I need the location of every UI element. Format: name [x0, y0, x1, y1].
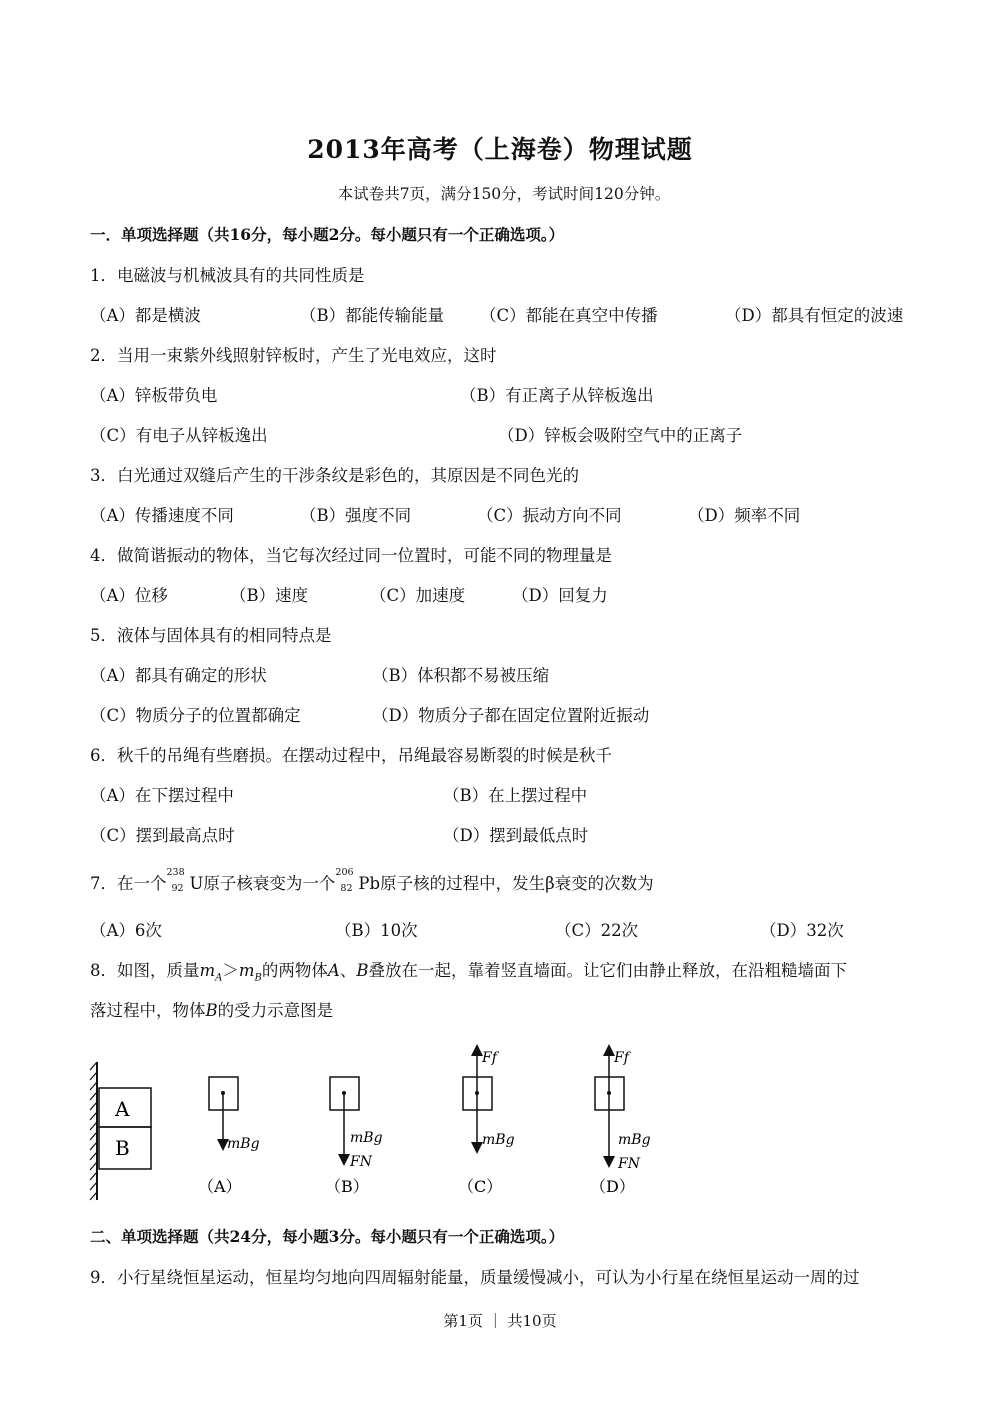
question-9-stem: 9．小行星绕恒星运动，恒星均匀地向四周辐射能量，质量缓慢减小，可认为小行星在绕恒星运动一周的过: [90, 1268, 860, 1287]
q8-force-diagram: [80, 1040, 680, 1210]
q2-option-d: （D）锌板会吸附空气中的正离子: [498, 426, 743, 445]
question-1-stem: 1．电磁波与机械波具有的共同性质是: [90, 266, 365, 285]
d-force-fn: FN: [618, 1156, 640, 1172]
d-force-mbg: mBg: [618, 1132, 651, 1148]
greater-than: ＞: [222, 961, 239, 980]
mass-b: $m_B$: [238, 961, 262, 984]
q1-option-b: （B）都能传输能量: [300, 306, 445, 325]
question-6-stem: 6．秋千的吊绳有些磨损。在摆动过程中，吊绳最容易断裂的时候是秋千: [90, 746, 612, 765]
lead-nuclide: [335, 867, 357, 894]
pb-symbol: Pb: [358, 874, 381, 893]
question-5-stem: 5．液体与固体具有的相同特点是: [90, 626, 332, 645]
diagram-a: [198, 1077, 260, 1196]
diagram-b: [325, 1077, 383, 1196]
question-2-stem: 2．当用一束紫外线照射锌板时，产生了光电效应，这时: [90, 346, 497, 365]
a-force-mbg: mBg: [227, 1136, 260, 1152]
diagram-c: [458, 1050, 515, 1196]
q6-option-d: （D）摆到最低点时: [443, 826, 589, 845]
u-mass-number: 238: [166, 867, 185, 878]
pb-mass-number: 206: [335, 867, 354, 878]
c-force-ff: Ff: [482, 1050, 497, 1066]
q4-option-b: （B）速度: [230, 586, 309, 605]
question-8-line-2: [90, 997, 333, 1021]
q6-option-c: （C）摆到最高点时: [90, 826, 235, 845]
q7-option-b: （B）10次: [335, 921, 418, 940]
q5-option-b: （B）体积都不易被压缩: [372, 666, 550, 685]
uranium-nuclide: [166, 867, 189, 894]
separator: 、: [339, 961, 357, 980]
diagram-d: [590, 1050, 651, 1196]
question-4-stem: 4．做简谐振动的物体，当它每次经过同一位置时，可能不同的物理量是: [90, 546, 612, 565]
section-1-heading: 一．单项选择题（共16分，每小题2分。每小题只有一个正确选项。）: [90, 225, 565, 244]
q4-option-c: （C）加速度: [370, 586, 466, 605]
exam-info: 本试卷共7页，满分150分，考试时间120分钟。: [337, 185, 671, 203]
q1-option-d: （D）都具有恒定的波速: [725, 306, 904, 325]
q4-option-a: （A）位移: [90, 586, 168, 605]
d-force-ff: Ff: [614, 1050, 629, 1066]
q3-option-b: （B）强度不同: [300, 506, 412, 525]
q8-text-4: 落过程中，物体: [90, 1001, 206, 1020]
q1-option-c: （C）都能在真空中传播: [480, 306, 658, 325]
c-force-mbg: mBg: [482, 1132, 515, 1148]
question-3-stem: 3．白光通过双缝后产生的干涉条纹是彩色的，其原因是不同色光的: [90, 466, 579, 485]
q7-middle: 原子核衰变为一个: [203, 874, 336, 893]
mass-a: $m_A$: [199, 961, 223, 984]
q8-text-3: 叠放在一起，靠着竖直墙面。让它们由静止释放，在沿粗糙墙面下: [368, 961, 847, 980]
u-atomic-number: 92: [171, 883, 184, 894]
section-2-heading: 二、单项选择题（共24分，每小题3分。每小题只有一个正确选项。）: [90, 1227, 565, 1246]
q7-option-a: （A）6次: [90, 921, 162, 940]
q7-option-c: （C）22次: [555, 921, 639, 940]
block-a-label: A: [115, 1097, 130, 1121]
label-c: （C）: [458, 1177, 503, 1196]
label-b: （B）: [325, 1177, 369, 1196]
b-force-mbg: mBg: [350, 1130, 383, 1146]
page-title: 2013年高考（上海卷）物理试题: [307, 135, 693, 164]
wall: [90, 1062, 97, 1200]
q5-option-c: （C）物质分子的位置都确定: [90, 706, 301, 725]
q3-option-a: （A）传播速度不同: [90, 506, 234, 525]
q5-option-d: （D）物质分子都在固定位置附近振动: [372, 706, 650, 725]
q8-text-2: 的两物体: [261, 961, 328, 980]
q6-option-a: （A）在下摆过程中: [90, 786, 234, 805]
q8-text-1: 8．如图，质量: [90, 961, 200, 980]
page-footer: 第1页 ｜ 共10页: [443, 1312, 557, 1330]
q7-suffix: 原子核的过程中，发生β衰变的次数为: [380, 874, 654, 893]
object-b: B: [356, 961, 369, 980]
object-a: A: [327, 961, 340, 980]
u-symbol: U: [189, 874, 204, 893]
q8-text-5: 的受力示意图是: [217, 1001, 334, 1020]
block-b-label: B: [115, 1136, 130, 1160]
question-7-stem: [90, 867, 654, 894]
question-8-line-1: [90, 957, 847, 983]
object-b-ref: B: [205, 1001, 218, 1020]
q2-option-c: （C）有电子从锌板逸出: [90, 426, 268, 445]
q5-option-a: （A）都具有确定的形状: [90, 666, 267, 685]
pb-atomic-number: 82: [340, 883, 353, 894]
label-a: （A）: [198, 1177, 242, 1196]
q1-option-a: （A）都是横波: [90, 306, 201, 325]
q4-option-d: （D）回复力: [512, 586, 608, 605]
q3-option-d: （D）频率不同: [688, 506, 801, 525]
q6-option-b: （B）在上摆过程中: [443, 786, 588, 805]
q2-option-b: （B）有正离子从锌板逸出: [460, 386, 654, 405]
q2-option-a: （A）锌板带负电: [90, 386, 218, 405]
q3-option-c: （C）振动方向不同: [477, 506, 622, 525]
b-force-fn: FN: [350, 1154, 372, 1170]
q7-option-d: （D）32次: [760, 921, 844, 940]
label-d: （D）: [590, 1177, 635, 1196]
q7-prefix: 7．在一个: [90, 874, 167, 893]
